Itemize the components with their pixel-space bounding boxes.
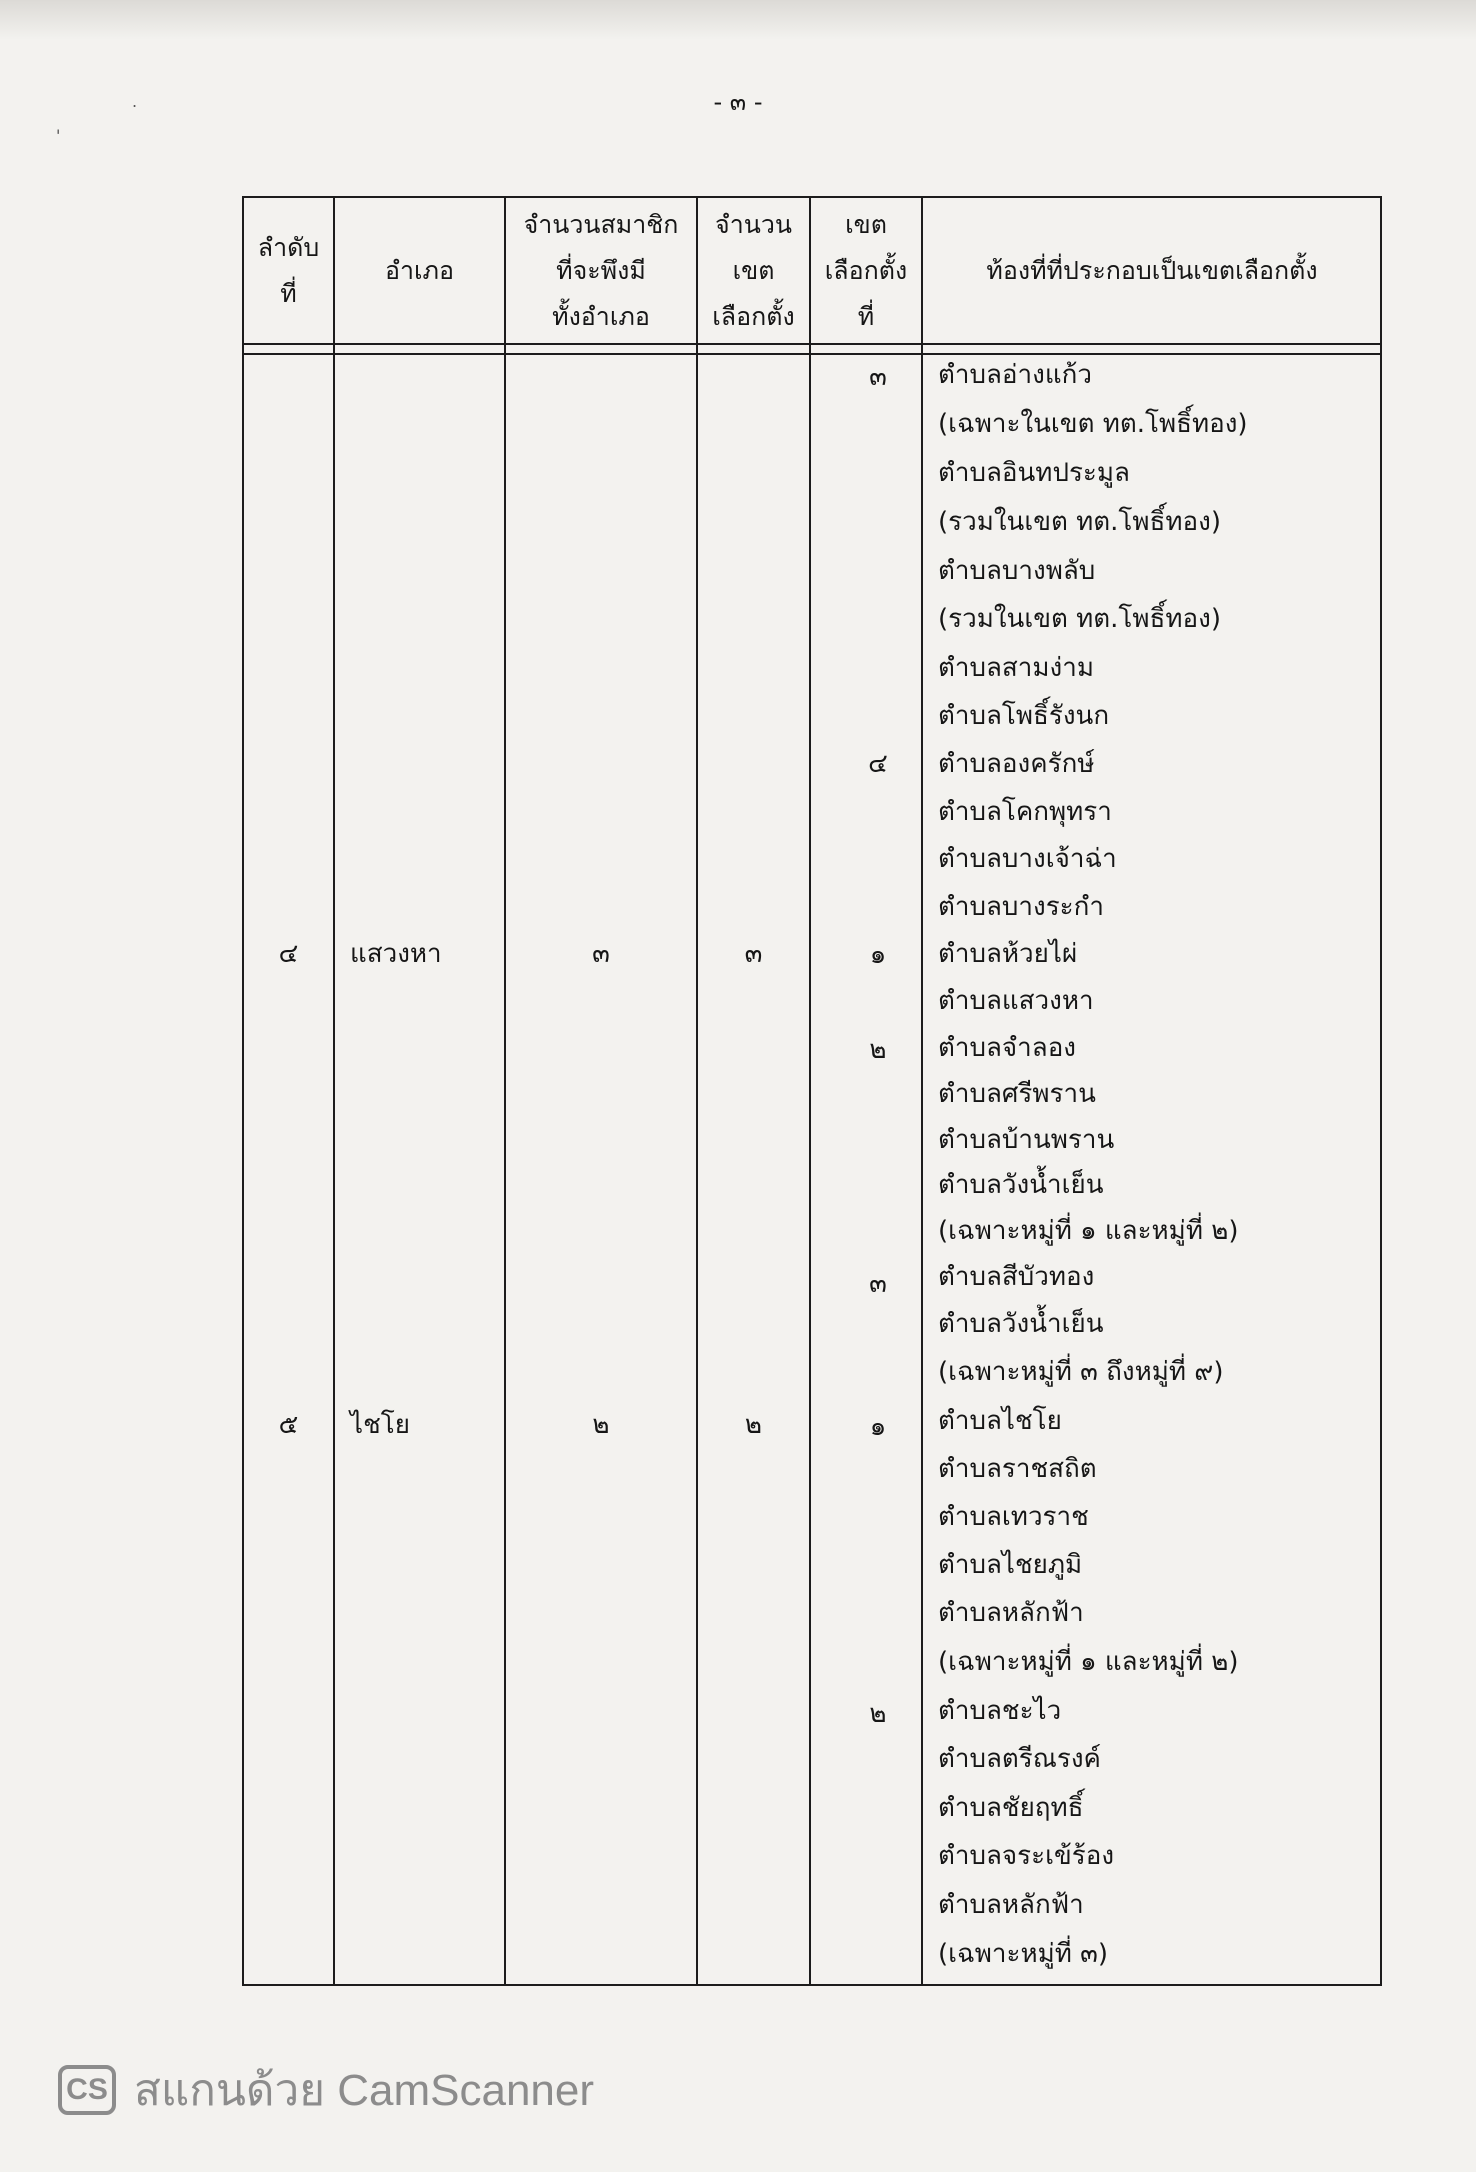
stray-mark: ' [56, 126, 61, 145]
area-line: ตำบลหลักฟ้า [938, 1598, 1084, 1628]
watermark-text: สแกนด้วย CamScanner [134, 2066, 595, 2115]
area-line: (เฉพาะหมู่ที่ ๓) [938, 1939, 1109, 1969]
zone-number: ๓ [869, 362, 887, 392]
constituency-table [242, 196, 1382, 1986]
header-zone-number: เขต เลือกตั้ง ที่ [824, 209, 908, 331]
area-line: ตำบลเทวราช [938, 1502, 1089, 1532]
area-line: ตำบลบางเจ้าฉ่า [938, 844, 1117, 874]
page-number: - ๓ - [713, 88, 763, 116]
camscanner-watermark [58, 2060, 594, 2120]
header-order: ลำดับ ที่ [257, 232, 320, 308]
district-name: แสวงหา [350, 939, 442, 969]
area-line: ตำบลบางพลับ [938, 556, 1096, 586]
area-line: ตำบลชะไว [938, 1696, 1062, 1726]
header-divider [244, 353, 1380, 355]
zone-number: ๒ [869, 1035, 887, 1065]
zone-number: ๔ [868, 749, 888, 779]
area-line: ตำบลศรีพราน [938, 1079, 1096, 1109]
zone-number: ๓ [869, 1269, 887, 1299]
area-line: (เฉพาะหมู่ที่ ๑ และหมู่ที่ ๒) [938, 1216, 1239, 1246]
camscanner-logo-icon: CS [58, 2065, 116, 2115]
district-members: ๓ [592, 939, 610, 969]
district-zone-count: ๒ [744, 1410, 763, 1440]
area-line: ตำบลหลักฟ้า [938, 1890, 1084, 1920]
column-divider [333, 198, 335, 1984]
district-members: ๒ [592, 1410, 610, 1440]
column-divider [809, 198, 811, 1984]
area-line: ตำบลชัยฤทธิ์ [938, 1793, 1084, 1823]
area-line: (เฉพาะหมู่ที่ ๓ ถึงหมู่ที่ ๙) [938, 1357, 1224, 1387]
area-line: (เฉพาะในเขต ทต.โพธิ์ทอง) [938, 409, 1248, 439]
zone-number: ๒ [869, 1699, 887, 1729]
district-zone-count: ๓ [744, 939, 763, 969]
area-line: ตำบลไชโย [938, 1406, 1062, 1436]
area-line: (เฉพาะหมู่ที่ ๑ และหมู่ที่ ๒) [938, 1647, 1239, 1677]
area-line: ตำบลวังน้ำเย็น [938, 1170, 1104, 1200]
stray-mark: . [132, 92, 138, 111]
scan-shadow [0, 0, 1476, 40]
area-line: (รวมในเขต ทต.โพธิ์ทอง) [938, 507, 1221, 537]
zone-number: ๑ [869, 940, 887, 970]
area-line: ตำบลจำลอง [938, 1033, 1076, 1063]
area-line: ตำบลสามง่าม [938, 653, 1094, 683]
area-line: ตำบลห้วยไผ่ [938, 939, 1078, 969]
area-line: ตำบลองครักษ์ [938, 749, 1095, 779]
district-order: ๔ [278, 939, 299, 969]
district-name: ไชโย [350, 1410, 410, 1440]
area-line: ตำบลราชสถิต [938, 1454, 1097, 1484]
header-members: จำนวนสมาชิก ที่จะพึงมี ทั้งอำเภอ [523, 209, 679, 331]
header-zone-count: จำนวน เขต เลือกตั้ง [712, 209, 795, 331]
area-line: ตำบลโพธิ์รังนก [938, 701, 1110, 731]
district-order: ๕ [278, 1410, 299, 1440]
column-divider [696, 198, 698, 1984]
header-district: อำเภอ [384, 255, 455, 285]
header-divider [244, 343, 1380, 345]
area-line: ตำบลสีบัวทอง [938, 1262, 1095, 1292]
area-line: ตำบลบางระกำ [938, 892, 1104, 922]
column-divider [504, 198, 506, 1984]
area-line: ตำบลไชยภูมิ [938, 1550, 1083, 1580]
area-line: ตำบลแสวงหา [938, 986, 1094, 1016]
area-line: ตำบลตรีณรงค์ [938, 1744, 1101, 1774]
area-line: ตำบลจระเข้ร้อง [938, 1841, 1115, 1871]
area-line: ตำบลบ้านพราน [938, 1125, 1115, 1155]
zone-number: ๑ [869, 1412, 887, 1442]
area-line: ตำบลวังน้ำเย็น [938, 1309, 1104, 1339]
header-area: ท้องที่ที่ประกอบเป็นเขตเลือกตั้ง [986, 255, 1318, 285]
area-line: ตำบลโคกพุทรา [938, 797, 1112, 827]
area-line: ตำบลอินทประมูล [938, 458, 1130, 488]
area-line: ตำบลอ่างแก้ว [938, 360, 1092, 390]
area-line: (รวมในเขต ทต.โพธิ์ทอง) [938, 604, 1221, 634]
